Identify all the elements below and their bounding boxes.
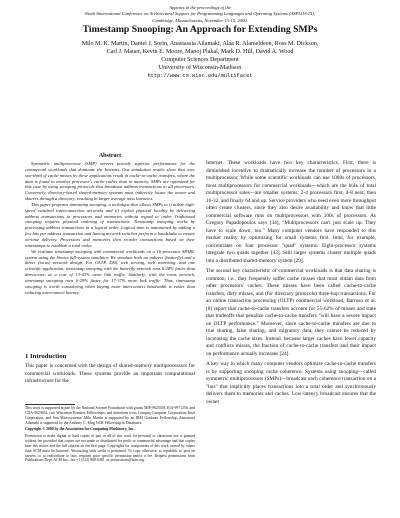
section-heading-introduction: 1 Introduction <box>25 353 67 360</box>
body-paragraph: A key way in which many computer vendors optimize cache-to-cache transfers is by supporting snooping cache coherence. Systems using snooping—called symmetric multiprocessors (SMPs)—broadcast each coherence transaction on a "bus" that implicitly places transactions into a total order and synchronously delivers them to memories and caches. Low-latency broadcast ensures that the owner <box>206 361 376 405</box>
university: University of Wisconsin-Madison <box>158 65 242 72</box>
department: Computer Sciences Department <box>161 57 239 64</box>
abstract-paragraph: Symmetric multiprocessor (SMP) servers provide superior performance for the commercial workloads that dominate the Internet. Our simulation results show that over one-third of cache misses by these applications result in cache-to-cache transfers, where the data is found in another processor's cache rather than in memory. SMPs are optimized for this case by using snooping protocols that broadcast address transactions to all processors. Conversely, directory-based shared-memory systems must indirectly locate the owner and sharers through a directory, resulting in larger average miss latencies. <box>25 161 195 202</box>
footnote-rule <box>25 404 75 405</box>
author-block <box>20 40 380 80</box>
header-line-3: Cambridge, Massachusetts, November 13-15, 2000. <box>152 17 248 23</box>
funding-note: This work is supported in part by the National Science Foundation with grants MIP-9625558, EIA-9971256, and CDA-9623632, two Wisconsin Romnes Fellowships, and donations from Compaq Computer Corporation, Intel Corporation, and Sun Microsystems. Milo Martin is supported by an IBM Graduate Fellowship. Anastassia Ailamaki is supported by the Anthony C. Klug NCR Fellowship in Databases. <box>25 406 195 425</box>
right-column <box>206 160 376 409</box>
introduction-text: This paper is concerned with the design of shared-memory multiprocessors for commercial workloads. These systems provide an important computational infrastructure for the <box>25 363 195 385</box>
body-paragraph: Internet. These workloads have two key characteristics. First, there is diminished incentive to dramatically increase the number of processors in a multiprocessor. While some scientific workloads can use 1000s of processors, most multiprocessors for commercial workloads—which are the bulk of total multiprocessor sales—are smaller systems: 2-4 processors first, 4-8 next, then 16-32, and finally 64 and up. Service providers who need even more throughput often create clusters, since they also desire availability and know that little commercial software runs on multiprocessors with 100s of processors. As Gregory Papadopoulos says [34], "Multiprocessors can't just scale up. They have to scale down, too." Many computer vendors have responded to this market reality by optimizing for small systems first. Intel, for example, concentrates on four processor "quad" systems. Eight-processor systems integrate two quads together [43]. Still larger systems cluster multiple quads into a distributed shared-memory system [29]. <box>206 160 376 264</box>
conference-header <box>40 5 360 24</box>
authors-line-2: Carl J. Mauer, Kevin E. Moore, Manoj Plakal, Mark D. Hill, David A. Wood <box>106 49 294 56</box>
abstract-body <box>25 161 195 295</box>
permission-note: Permission to make digital or hard copies of part or all of this work for personal or classroom use is granted without fee provided that copies are not made or distributed for profit or commercial advantage and that copies bear this notice and the full citation on the first page. Copyrights for components of this work owned by others than ACM must be honored. Abstracting with credit is permitted. To copy otherwise, to republish, to post on servers, or to redistribute to lists, requires prior specific permission and/or a fee. Request permissions from Publications Dept, ACM Inc., fax +1 (212) 869-0481, or permissions@acm.org. <box>25 434 195 463</box>
abstract-paragraph: We evaluate timestamp snooping with commercial workloads on a 16-processor SPARC system using the Simics full-system simulator. We simulate both an indirect (butterfly) and a direct (torus) network design. For OLTP, DSS, web serving, web searching, and one scientific application, timestamp snooping with the butterfly network runs 6-28% faster than directories, at a cost of 13-43% more link traffic. Similarly, with the torus network, timestamp snooping runs 6-29% faster for 17-37% more link traffic. Thus, timestamp snooping is worth considering when buying more interconnect bandwidth is easier than reducing interconnect latency. <box>25 248 195 295</box>
paper-title: Timestamp Snooping: An Approach for Extending SMPs <box>82 24 318 35</box>
project-url[interactable]: http://www.cs.wisc.edu/multifacet <box>147 73 253 80</box>
copyright-line: Copyright © 2000 by the Association for Computing Machinery, Inc. <box>25 427 135 432</box>
body-paragraph: The second key characteristic of commercial workloads is that data sharing is common; i.e., they frequently suffer cache misses that must obtain data from other processors' caches. These misses have been called cache-to-cache transfers, dirty misses, and (for directory protocols) three-hop transactions. For an online transaction processing (OLTP) commercial workload, Barroso et al. [8] report that cache-to-cache transfers account for 55-62% of misses and state that tradeoffs that penalize cache-to-cache transfers "will have a severe impact on OLTP performance." Moreover, since cache-to-cache transfers are due to true sharing, false sharing, and migratory data, they cannot be reduced by increasing the cache sizes. Instead, because larger caches have fewer capacity and conflicts misses, the fraction of cache-to-cache transfers and their impact on performance actually increases [24]. <box>206 268 376 357</box>
abstract-paragraph: This paper proposes timestamp snooping, a technique that allows SMPs to i) utilize high-speed switched interconnection networks and ii) exploit physical locality by delivering address transactions to processors and memories without regard to order. Traditional snooping requires physical ordering of transactions. Timestamp snooping works by processing address transactions in a logical order. Logical time is maintained by adding a few bits per address transaction and having network switches perform a handshake to ensure on-time delivery. Processors and memories then reorder transactions based on their timestamps to establish a total order. <box>25 201 195 248</box>
footnote <box>25 406 195 465</box>
header-line-1: Appears in the proceedings of the <box>169 5 231 10</box>
abstract-heading: Abstract <box>98 153 122 159</box>
authors-line-1: Milo M. K. Martin, Daniel J. Sorin, Anastassia Ailamaki, Alaa R. Alameldeen, Ross M. Dickson, <box>81 41 319 47</box>
header-line-2: Ninth International Conference on Architectural Support for Programming Languages and Operating Systems (ASPLOS-IX), <box>84 11 316 17</box>
